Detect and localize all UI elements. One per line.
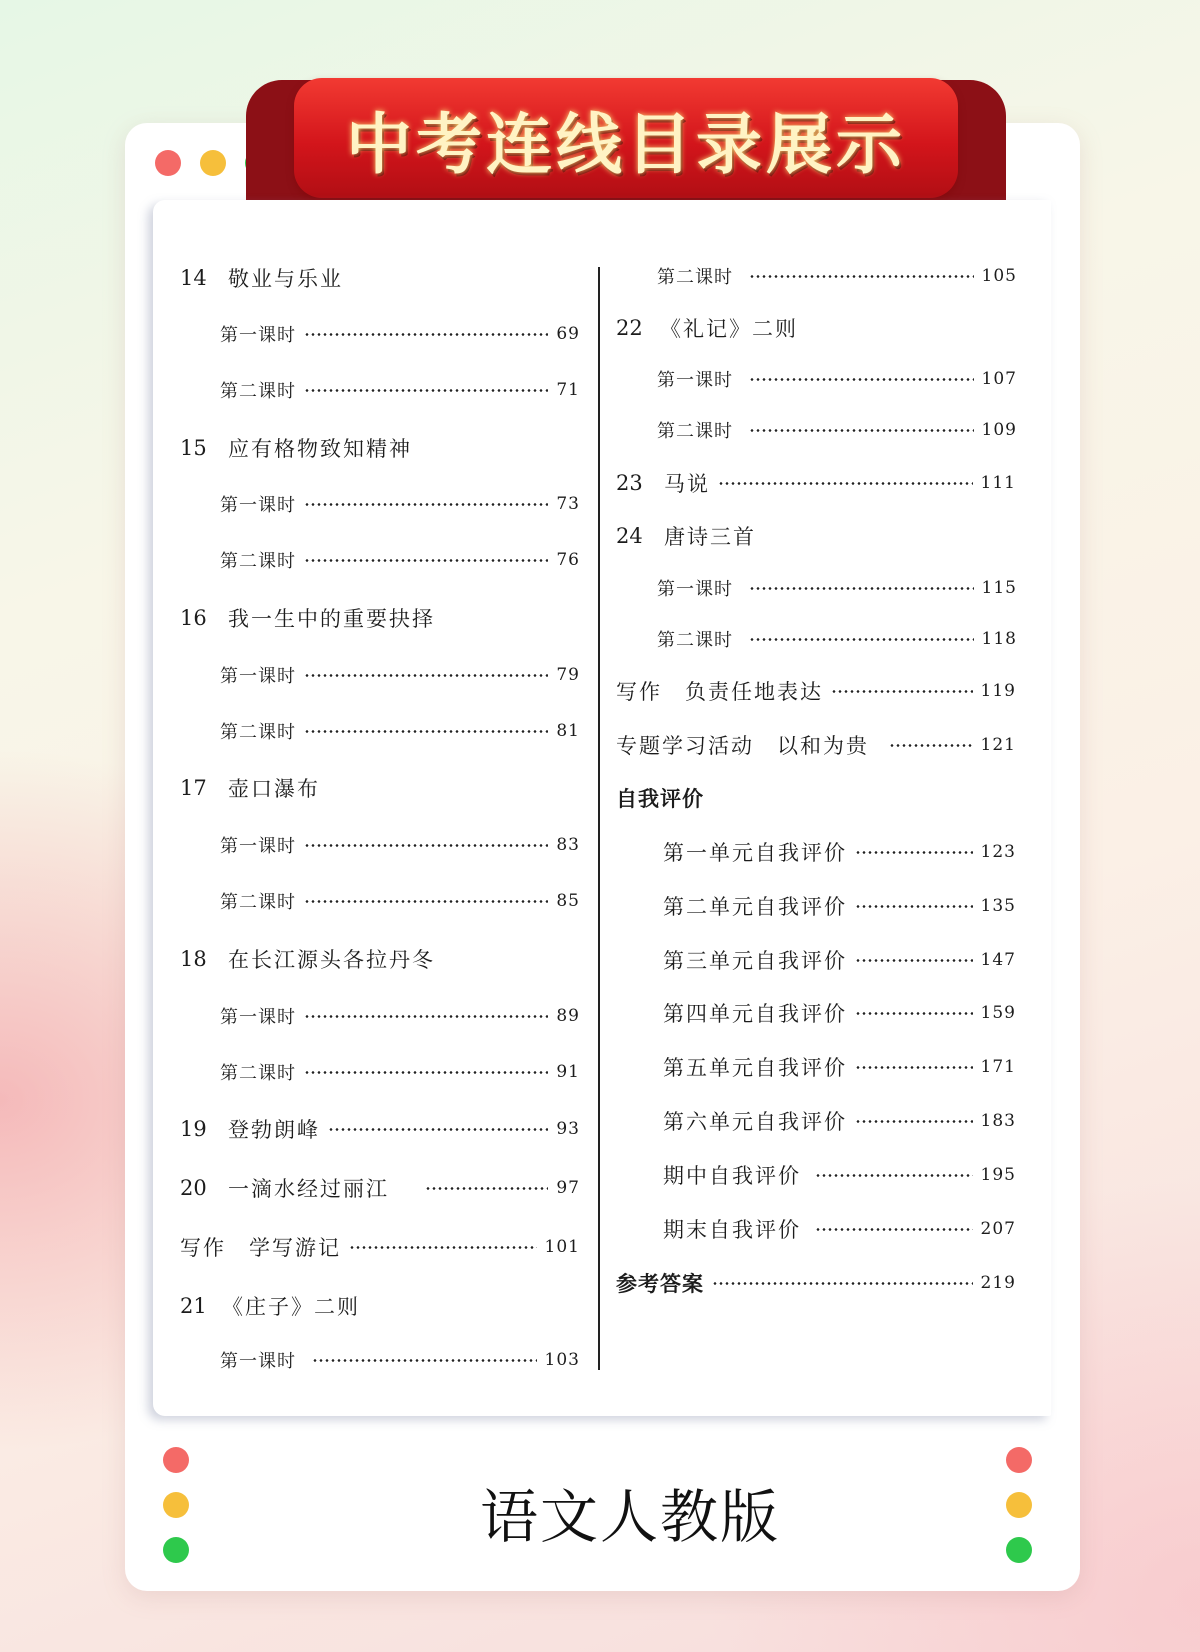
entry-title: 自我评价	[616, 787, 704, 811]
dot-leader	[855, 905, 973, 908]
entry-title: 第二课时	[220, 551, 296, 572]
toc-entry	[616, 730, 1016, 760]
entry-title: 《礼记》二则	[660, 317, 798, 341]
entry-number: 23	[616, 471, 643, 495]
entry-title: 唐诗三首	[664, 525, 756, 549]
toc-entry	[220, 1001, 580, 1031]
toc-section-heading	[616, 783, 1016, 813]
toc-entry	[663, 891, 1016, 921]
window-dot-red	[155, 150, 181, 176]
entry-title: 期末自我评价	[663, 1218, 801, 1242]
toc-entry	[220, 375, 580, 405]
entry-title: 《庄子》二则	[222, 1295, 360, 1319]
entry-number: 19	[180, 1117, 207, 1141]
entry-title: 第二课时	[220, 1063, 296, 1084]
entry-page: 105	[981, 266, 1017, 286]
dot-leader	[855, 851, 973, 854]
entry-number: 24	[616, 524, 643, 548]
entry-page: 121	[980, 735, 1016, 755]
entry-title: 第四单元自我评价	[663, 1002, 847, 1026]
dot-leader	[749, 429, 974, 432]
toc-entry	[663, 1160, 1016, 1190]
entry-page: 79	[556, 665, 580, 685]
footer-dot-red-right	[1006, 1447, 1032, 1473]
dot-leader	[304, 844, 548, 847]
entry-number: 22	[616, 316, 643, 340]
entry-number: 15	[180, 436, 207, 460]
dot-leader	[712, 1282, 973, 1285]
entry-number: 17	[180, 776, 207, 800]
entry-title: 专题学习活动 以和为贵	[616, 734, 869, 758]
entry-title: 第一课时	[220, 1351, 296, 1372]
entry-page: 159	[980, 1003, 1016, 1023]
dot-leader	[304, 333, 548, 336]
entry-page: 89	[556, 1006, 580, 1026]
entry-title: 第二课时	[220, 722, 296, 743]
entry-title: 第三单元自我评价	[663, 949, 847, 973]
entry-title: 第一课时	[220, 666, 296, 687]
toc-entry	[220, 1345, 580, 1375]
toc-entry	[616, 468, 1016, 498]
entry-page: 85	[556, 891, 580, 911]
entry-title: 写作 负责任地表达	[616, 680, 823, 704]
dot-leader	[425, 1187, 548, 1190]
entry-title: 第一单元自我评价	[663, 841, 847, 865]
toc-entry	[663, 1052, 1016, 1082]
entry-page: 76	[556, 550, 580, 570]
toc-entry	[180, 1291, 580, 1321]
toc-entry	[663, 1106, 1016, 1136]
dot-leader	[304, 674, 548, 677]
entry-page: 123	[980, 842, 1016, 862]
dot-leader	[749, 378, 974, 381]
footer-dot-green-left	[163, 1537, 189, 1563]
entry-number: 14	[180, 266, 207, 290]
toc-entry	[220, 319, 580, 349]
dot-leader	[749, 587, 974, 590]
entry-title: 参考答案	[616, 1272, 704, 1296]
entry-page: 101	[544, 1237, 580, 1257]
toc-entry	[663, 998, 1016, 1028]
dot-leader	[304, 389, 548, 392]
entry-title: 马说	[664, 472, 710, 496]
entry-number: 18	[180, 947, 207, 971]
entry-title: 应有格物致知精神	[228, 437, 412, 461]
toc-entry	[657, 415, 1017, 445]
dot-leader	[855, 959, 973, 962]
entry-title: 第六单元自我评价	[663, 1110, 847, 1134]
entry-page: 73	[556, 494, 580, 514]
entry-page: 69	[556, 324, 580, 344]
dot-leader	[312, 1359, 537, 1362]
entry-title: 第二课时	[220, 381, 296, 402]
entry-page: 71	[556, 380, 580, 400]
entry-page: 107	[981, 369, 1017, 389]
toc-entry	[616, 521, 1016, 551]
dot-leader	[889, 744, 973, 747]
dot-leader	[815, 1174, 973, 1177]
entry-title: 第五单元自我评价	[663, 1056, 847, 1080]
dot-leader	[304, 1071, 548, 1074]
toc-entry	[657, 573, 1017, 603]
entry-title: 第二课时	[220, 892, 296, 913]
dot-leader	[718, 482, 973, 485]
entry-page: 147	[980, 950, 1016, 970]
toc-entry	[180, 263, 580, 293]
entry-page: 219	[980, 1273, 1016, 1293]
entry-page: 207	[980, 1219, 1016, 1239]
dot-leader	[304, 559, 548, 562]
entry-page: 118	[981, 629, 1017, 649]
toc-entry	[657, 261, 1017, 291]
dot-leader	[328, 1128, 548, 1131]
entry-title: 登勃朗峰	[228, 1118, 320, 1142]
entry-title: 第一课时	[657, 579, 733, 600]
edition-title: 语文人教版	[479, 1483, 780, 1551]
footer-dot-yellow-left	[163, 1492, 189, 1518]
entry-number: 16	[180, 606, 207, 630]
entry-title: 一滴水经过丽江	[228, 1177, 389, 1201]
entry-title: 第一课时	[220, 836, 296, 857]
toc-entry	[663, 837, 1016, 867]
window-dot-yellow	[200, 150, 226, 176]
toc-entry	[180, 773, 580, 803]
entry-number: 21	[180, 1294, 207, 1318]
toc-entry	[657, 624, 1017, 654]
entry-number: 20	[180, 1176, 207, 1200]
dot-leader	[304, 730, 548, 733]
column-divider	[598, 267, 600, 1370]
footer-dot-green-right	[1006, 1537, 1032, 1563]
toc-entry	[663, 945, 1016, 975]
entry-title: 第一课时	[220, 1007, 296, 1028]
dot-leader	[304, 503, 548, 506]
dot-leader	[855, 1012, 973, 1015]
title-banner	[294, 78, 958, 198]
entry-page: 119	[980, 681, 1016, 701]
dot-leader	[749, 638, 974, 641]
toc-entry	[616, 313, 1016, 343]
toc-entry	[220, 716, 580, 746]
dot-leader	[855, 1120, 973, 1123]
dot-leader	[831, 690, 973, 693]
toc-entry	[220, 545, 580, 575]
entry-title: 在长江源头各拉丹冬	[228, 948, 435, 972]
dot-leader	[815, 1228, 973, 1231]
entry-title: 我一生中的重要抉择	[228, 607, 435, 631]
toc-entry	[180, 1173, 580, 1203]
toc-entry	[180, 603, 580, 633]
entry-page: 171	[980, 1057, 1016, 1077]
dot-leader	[349, 1246, 537, 1249]
entry-page: 97	[556, 1178, 580, 1198]
entry-title: 第一课时	[220, 495, 296, 516]
dot-leader	[749, 275, 974, 278]
dot-leader	[304, 900, 548, 903]
entry-page: 83	[556, 835, 580, 855]
entry-title: 第一课时	[657, 370, 733, 391]
entry-title: 第二课时	[657, 421, 733, 442]
entry-page: 195	[980, 1165, 1016, 1185]
entry-title: 第二课时	[657, 267, 733, 288]
toc-entry	[220, 886, 580, 916]
banner-title: 中考连线目录展示	[346, 105, 906, 183]
entry-title: 第二单元自我评价	[663, 895, 847, 919]
toc-entry	[180, 1114, 580, 1144]
toc-entry	[180, 1232, 580, 1262]
footer-dot-yellow-right	[1006, 1492, 1032, 1518]
entry-page: 109	[981, 420, 1017, 440]
entry-page: 111	[980, 473, 1016, 493]
entry-page: 183	[980, 1111, 1016, 1131]
entry-page: 93	[556, 1119, 580, 1139]
toc-entry	[220, 1057, 580, 1087]
toc-entry	[220, 489, 580, 519]
dot-leader	[855, 1066, 973, 1069]
entry-title: 壶口瀑布	[228, 777, 320, 801]
entry-title: 敬业与乐业	[228, 267, 343, 291]
footer-dot-red-left	[163, 1447, 189, 1473]
toc-entry	[220, 830, 580, 860]
toc-entry	[180, 944, 580, 974]
entry-title: 写作 学写游记	[180, 1236, 341, 1260]
entry-page: 81	[556, 721, 580, 741]
toc-entry	[616, 676, 1016, 706]
entry-title: 期中自我评价	[663, 1164, 801, 1188]
entry-page: 115	[981, 578, 1017, 598]
toc-entry	[663, 1214, 1016, 1244]
dot-leader	[304, 1015, 548, 1018]
toc-entry	[180, 433, 580, 463]
entry-title: 第二课时	[657, 630, 733, 651]
entry-page: 135	[980, 896, 1016, 916]
entry-page: 91	[556, 1062, 580, 1082]
toc-entry	[657, 364, 1017, 394]
entry-title: 第一课时	[220, 325, 296, 346]
toc-entry	[220, 660, 580, 690]
toc-entry	[616, 1268, 1016, 1298]
entry-page: 103	[544, 1350, 580, 1370]
